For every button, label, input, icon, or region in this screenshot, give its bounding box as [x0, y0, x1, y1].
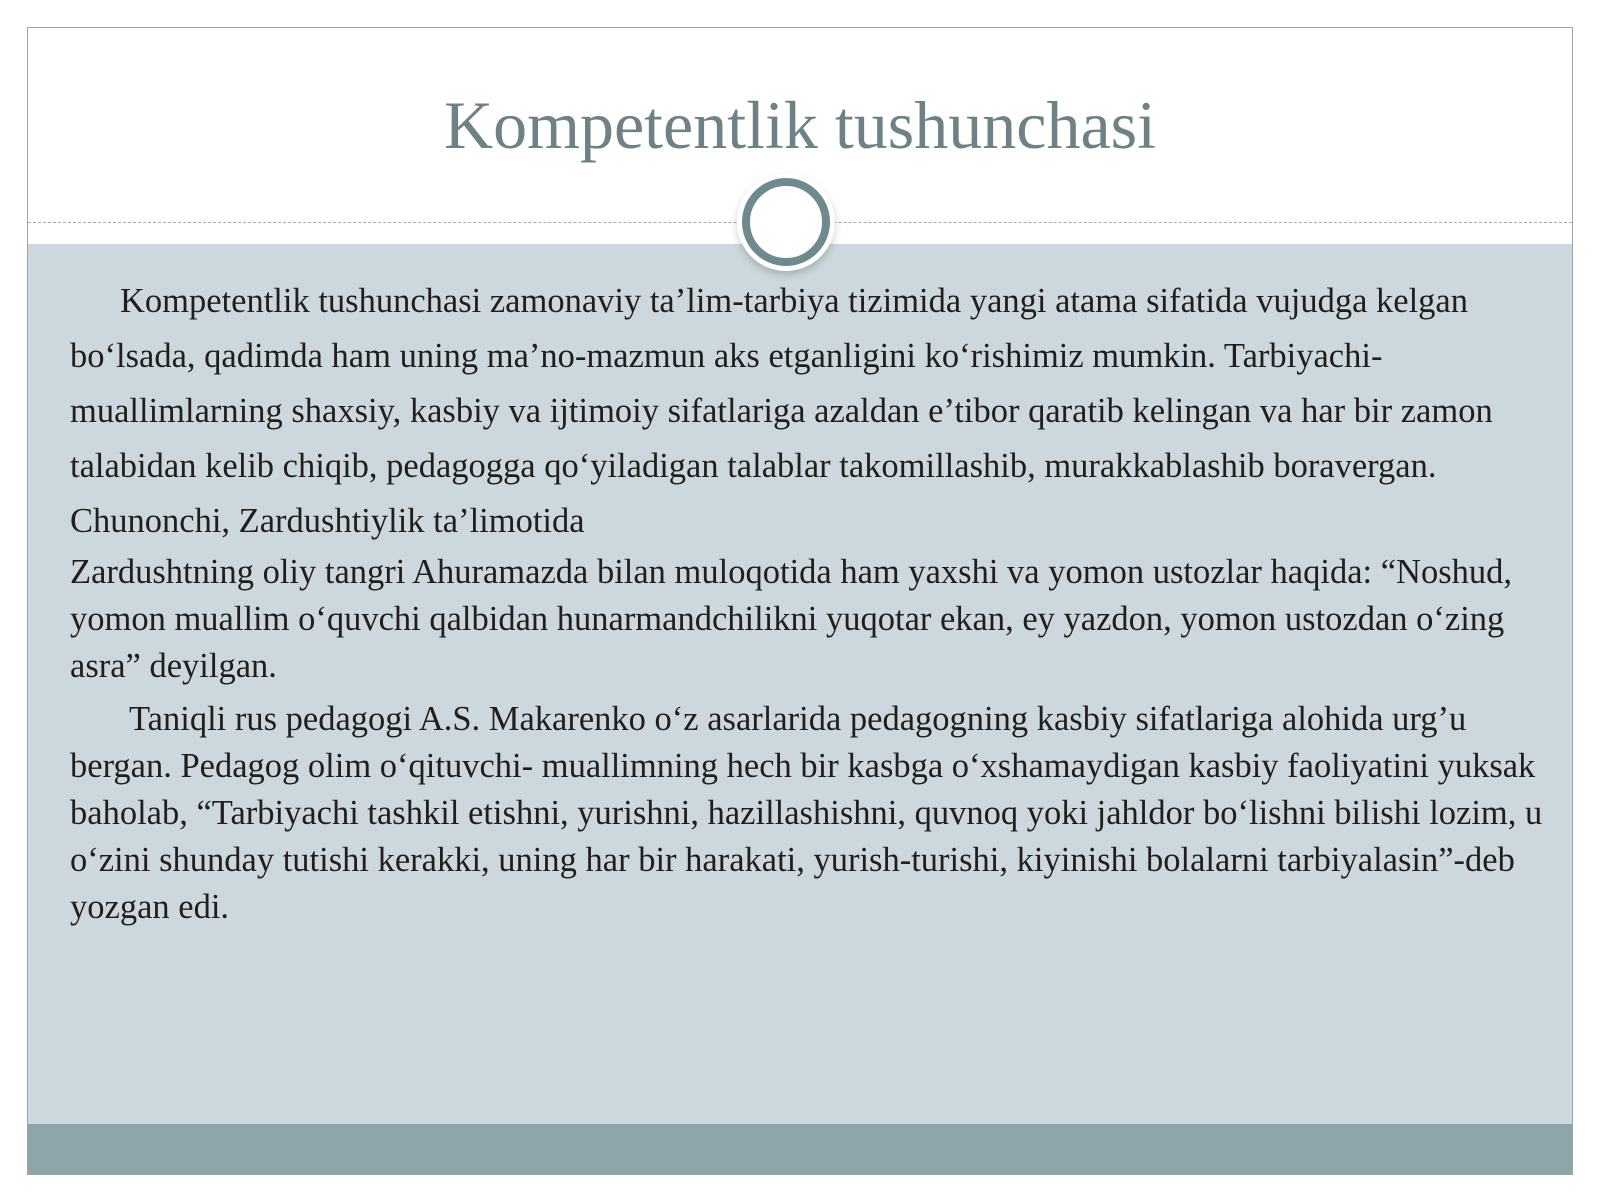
circle-ornament-icon	[742, 178, 830, 266]
paragraph-2: Taniqli rus pedagogi A.S. Makarenko o‘z asarlarida pedagogning kasbiy sifatlariga alohida urg’u bergan. Pedagog olim o‘qituvchi- muallimning hech bir kasbga o‘xshamaydigan kasbiy faoliyatini yuksak baholab, “Tarbiyachi tashkil etishni, yurishni, hazillashishni, quvnoq yoki jahldor bo‘lishni bilishi lozim, u o‘zini shunday tutishi kerakki, uning har bir harakati, yurish-turishi, kiyinishi bolalarni tarbiyalasin”-deb yozgan edi.	[70, 700, 1543, 926]
paragraph-1: Kompetentlik tushunchasi zamonaviy ta’lim-tarbiya tizimida yangi atama sifatida vujudga kelgan bo‘lsada, qadimda ham uning ma’no-mazmun aks etganligini ko‘rishimiz mumkin. Tarbiyachi-muallimlarning shaxsiy, kasbiy va ijtimoiy sifatlariga azaldan e’tibor qaratib kelingan va har bir zamon talabidan kelib chiqib, pedagogga qo‘yiladigan talablar takomillashib, murakkablashib boravergan. Chunonchi, Zardushtiylik ta’limotida	[70, 282, 1493, 540]
slide	[27, 27, 1573, 1175]
paragraph-1-continued: Zardushtning oliy tangri Ahuramazda bilan muloqotida ham yaxshi va yomon ustozlar haqida: “Noshud, yomon muallim o‘quvchi qalbidan hunarmandchilikni yuqotar ekan, ey yazdon, yomon ustozdan o‘zing asra” deyilgan.	[70, 553, 1512, 685]
slide-title: Kompetentlik tushunchasi	[443, 87, 1156, 163]
footer-band	[28, 1124, 1572, 1175]
body-text	[70, 274, 1550, 931]
